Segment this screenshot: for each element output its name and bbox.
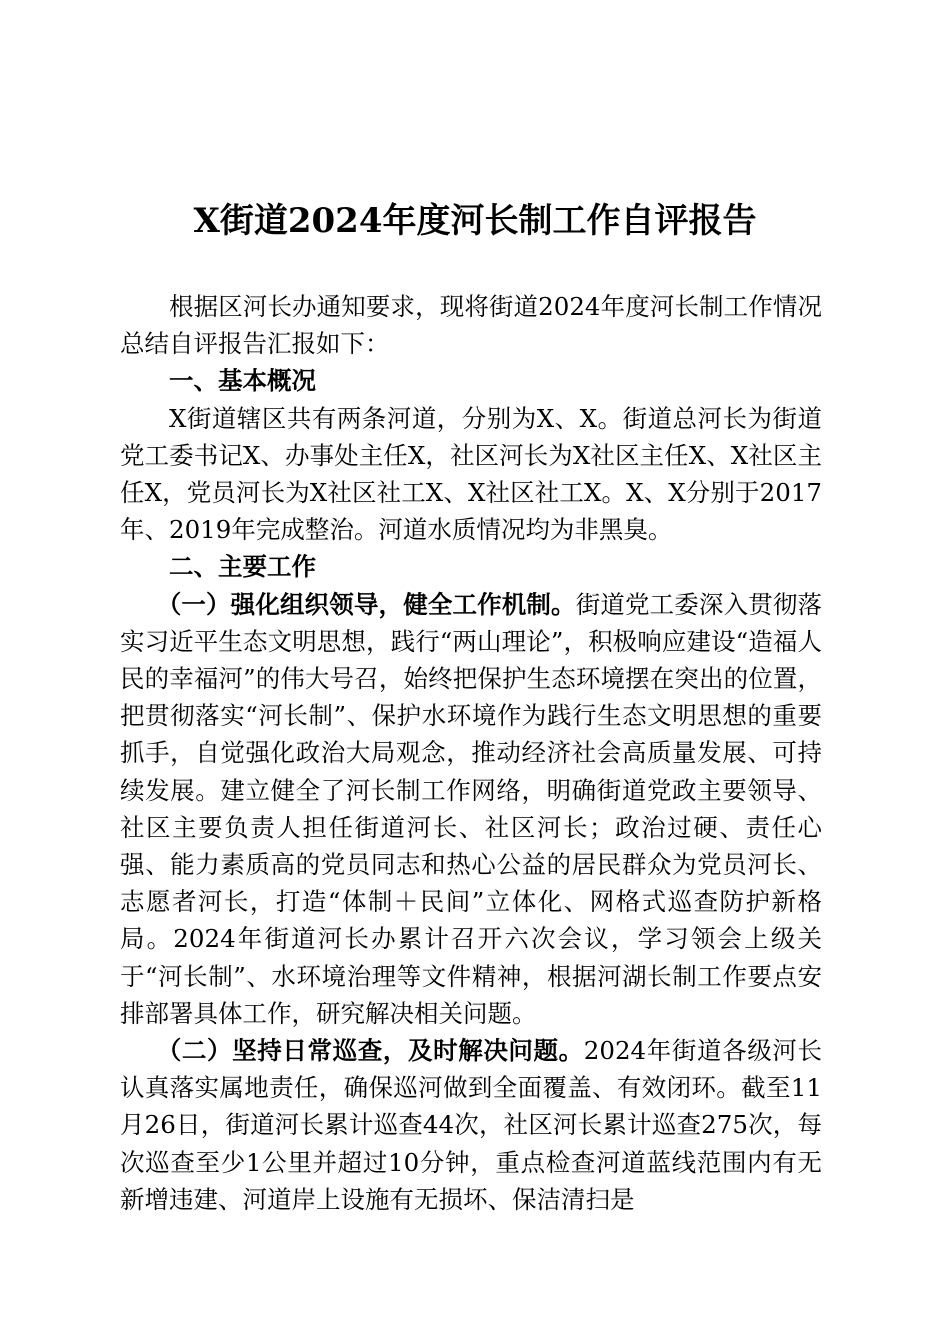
document-body — [120, 288, 822, 1218]
main-work-paragraph-1 — [120, 586, 822, 1032]
main-work-paragraph-2 — [120, 1032, 822, 1218]
paragraph-lead-1: （一）强化组织领导，健全工作机制。 — [156, 589, 576, 619]
overview-paragraph — [120, 400, 822, 549]
document-title: X街道2024年度河长制工作自评报告 — [193, 201, 757, 241]
overview-paragraph-text: X街道辖区共有两条河道，分别为X、X。街道总河长为街道党工委书记X、办事处主任X，社区河长为X社区主任X、X社区主任X，党员河长为X社区社工X、X社区社工X。X、X分别于2017年、2019年完成整治。河道水质情况均为非黑臭。 — [120, 403, 822, 545]
intro-paragraph: 根据区河长办通知要求，现将街道2024年度河长制工作情况总结自评报告汇报如下： — [120, 292, 822, 359]
section-heading-main-work: 二、主要工作 — [169, 552, 316, 582]
paragraph-lead-2: （二）坚持日常巡查，及时解决问题。 — [156, 1036, 584, 1066]
paragraph-text-2: 2024年街道各级河长认真落实属地责任，确保巡河做到全面覆盖、有效闭环。截至11月26日，街道河长累计巡查44次，社区河长累计巡查275次，每次巡查至少1公里并超过10分钟，重点检查河道蓝线范围内有无新增违建、河道岸上设施有无损坏、保洁清扫是 — [120, 1036, 822, 1214]
section-heading-overview: 一、基本概况 — [169, 366, 316, 396]
paragraph-text-1: 街道党工委深入贯彻落实习近平生态文明思想，践行“两山理论”，积极响应建设“造福人民的幸福河”的伟大号召，始终把保护生态环境摆在突出的位置，把贯彻落实“河长制”、保护水环境作为践行生态文明思想的重要抓手，自觉强化政治大局观念，推动经济社会高质量发展、可持续发展。建立健全了河长制工作网络，明确街道党政主要领导、社区主要负责人担任街道河长、社区河长；政治过硬、责任心强、能力素质高的党员同志和热心公益的居民群众为党员河长、志愿者河长，打造“体制＋民间”立体化、网格式巡查防护新格局。2024年街道河长办累计召开六次会议，学习领会上级关于“河长制”、水环境治理等文件精神，根据河湖长制工作要点安排部署具体工作，研究解决相关问题。 — [120, 589, 823, 1028]
